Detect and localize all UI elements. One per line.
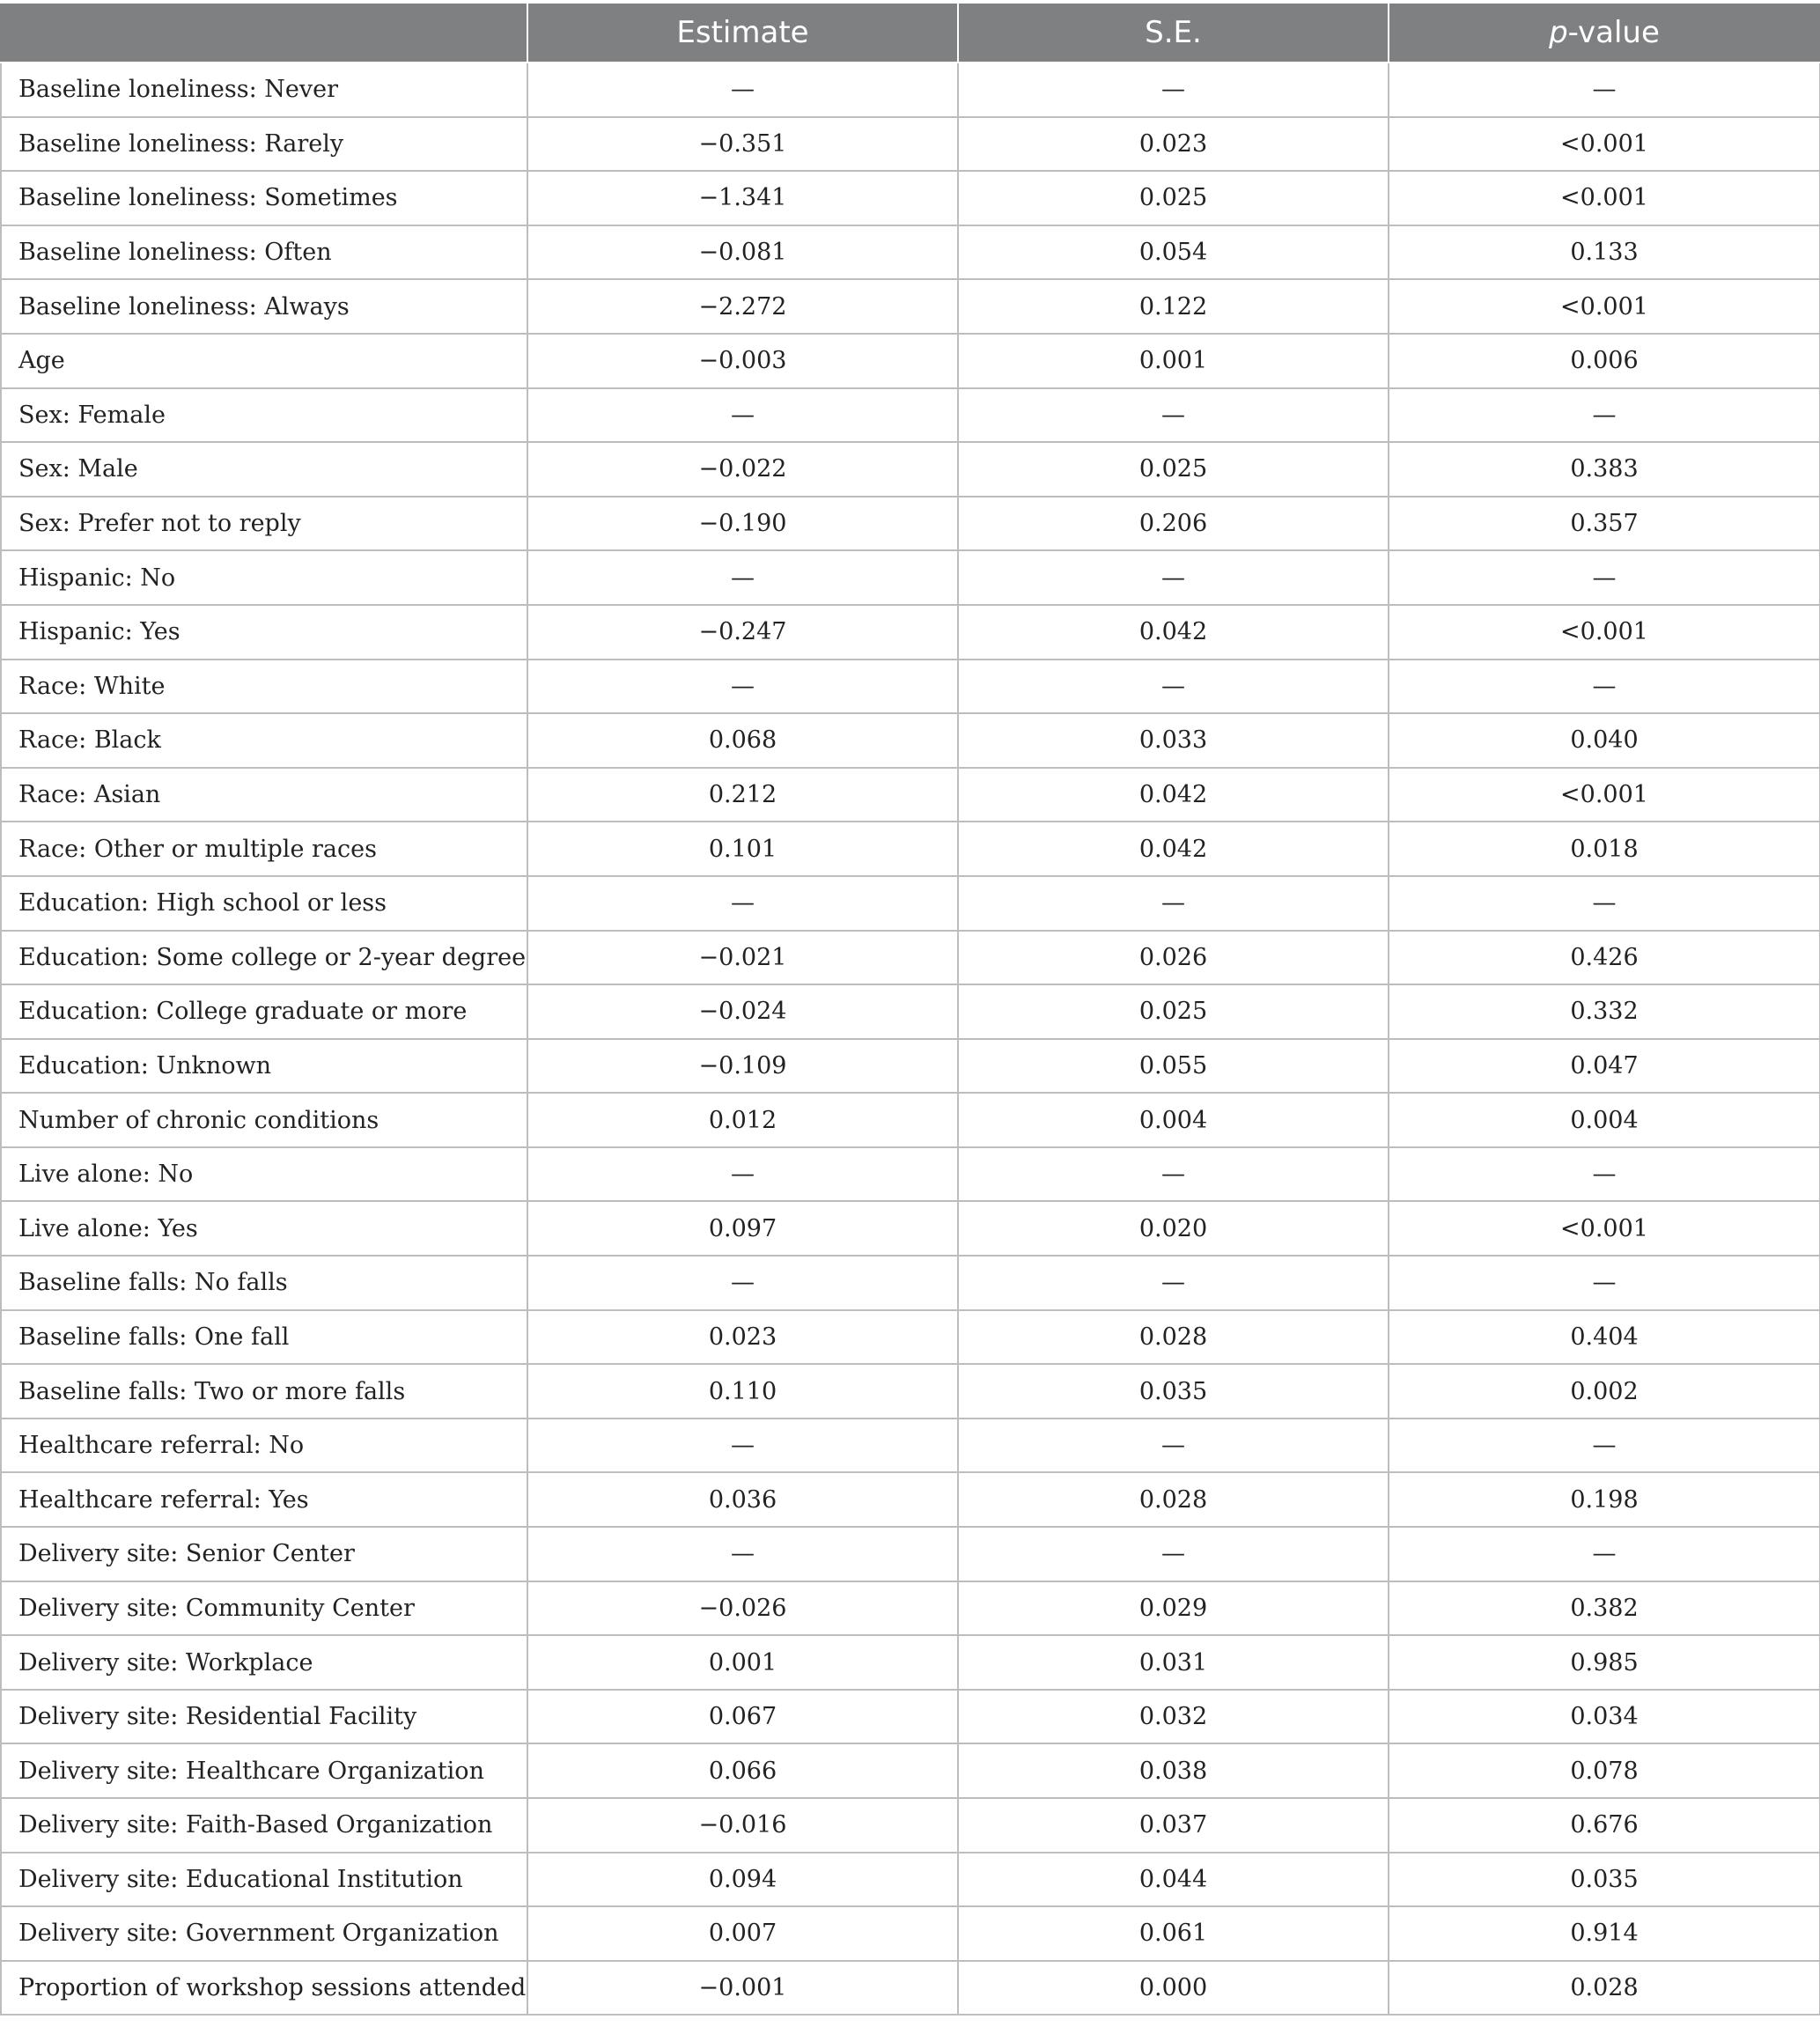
p-value-cell: 0.002 bbox=[1389, 1364, 1820, 1419]
p-value-cell: — bbox=[1389, 63, 1820, 117]
p-value-cell: <0.001 bbox=[1389, 768, 1820, 822]
se-cell: 0.025 bbox=[958, 984, 1389, 1039]
se-cell: 0.004 bbox=[958, 1093, 1389, 1147]
estimate-cell: −0.016 bbox=[527, 1798, 958, 1853]
p-value-cell: 0.040 bbox=[1389, 713, 1820, 768]
se-cell: 0.042 bbox=[958, 822, 1389, 876]
table-body bbox=[1, 63, 1820, 2015]
estimate-cell: — bbox=[527, 550, 958, 605]
se-cell: 0.054 bbox=[958, 225, 1389, 280]
p-value-cell: <0.001 bbox=[1389, 171, 1820, 225]
table-row bbox=[1, 1472, 1820, 1527]
row-label: Baseline loneliness: Sometimes bbox=[1, 171, 527, 225]
se-cell: — bbox=[958, 1256, 1389, 1310]
p-value-cell: <0.001 bbox=[1389, 1201, 1820, 1256]
p-value-cell: 0.004 bbox=[1389, 1093, 1820, 1147]
row-label: Age bbox=[1, 334, 527, 388]
row-label: Delivery site: Educational Institution bbox=[1, 1853, 527, 1907]
estimate-cell: 0.066 bbox=[527, 1743, 958, 1798]
table-row bbox=[1, 1798, 1820, 1853]
table-row bbox=[1, 822, 1820, 876]
row-label: Sex: Prefer not to reply bbox=[1, 497, 527, 551]
table-row bbox=[1, 1743, 1820, 1798]
table-row bbox=[1, 605, 1820, 660]
se-cell: 0.033 bbox=[958, 713, 1389, 768]
table-row bbox=[1, 876, 1820, 931]
table-row bbox=[1, 1364, 1820, 1419]
se-cell: — bbox=[958, 550, 1389, 605]
se-cell: 0.044 bbox=[958, 1853, 1389, 1907]
se-cell: 0.025 bbox=[958, 171, 1389, 225]
p-value-cell: 0.035 bbox=[1389, 1853, 1820, 1907]
row-label: Baseline falls: Two or more falls bbox=[1, 1364, 527, 1419]
p-value-cell: 0.357 bbox=[1389, 497, 1820, 551]
p-value-cell: <0.001 bbox=[1389, 117, 1820, 172]
table-row bbox=[1, 388, 1820, 443]
se-cell: 0.032 bbox=[958, 1690, 1389, 1744]
table-row bbox=[1, 1039, 1820, 1094]
se-cell: — bbox=[958, 1527, 1389, 1581]
p-value-cell: — bbox=[1389, 1256, 1820, 1310]
se-cell: — bbox=[958, 660, 1389, 714]
table-row bbox=[1, 1635, 1820, 1690]
estimate-cell: −0.021 bbox=[527, 931, 958, 985]
table-row bbox=[1, 768, 1820, 822]
table-row bbox=[1, 931, 1820, 985]
row-label: Baseline loneliness: Rarely bbox=[1, 117, 527, 172]
header-se: S.E. bbox=[958, 4, 1389, 63]
se-cell: 0.042 bbox=[958, 768, 1389, 822]
row-label: Education: Some college or 2-year degree bbox=[1, 931, 527, 985]
estimate-cell: — bbox=[527, 1527, 958, 1581]
estimate-cell: 0.110 bbox=[527, 1364, 958, 1419]
header-variable bbox=[1, 4, 527, 63]
estimate-cell: — bbox=[527, 1147, 958, 1202]
se-cell: 0.000 bbox=[958, 1961, 1389, 2016]
table-row bbox=[1, 1093, 1820, 1147]
row-label: Race: Other or multiple races bbox=[1, 822, 527, 876]
row-label: Education: High school or less bbox=[1, 876, 527, 931]
p-value-cell: 0.034 bbox=[1389, 1690, 1820, 1744]
table-row bbox=[1, 1419, 1820, 1473]
table-row bbox=[1, 442, 1820, 497]
p-value-cell: 0.198 bbox=[1389, 1472, 1820, 1527]
estimate-cell: −0.190 bbox=[527, 497, 958, 551]
se-cell: — bbox=[958, 876, 1389, 931]
row-label: Baseline loneliness: Often bbox=[1, 225, 527, 280]
p-value-cell: 0.332 bbox=[1389, 984, 1820, 1039]
se-cell: 0.023 bbox=[958, 117, 1389, 172]
estimate-cell: — bbox=[527, 876, 958, 931]
p-value-cell: 0.006 bbox=[1389, 334, 1820, 388]
table-row bbox=[1, 1147, 1820, 1202]
header-p-letter: p bbox=[1549, 15, 1568, 50]
row-label: Baseline loneliness: Always bbox=[1, 279, 527, 334]
p-value-cell: 0.914 bbox=[1389, 1906, 1820, 1961]
estimate-cell: −0.247 bbox=[527, 605, 958, 660]
estimate-cell: 0.067 bbox=[527, 1690, 958, 1744]
table-row bbox=[1, 63, 1820, 117]
estimate-cell: — bbox=[527, 63, 958, 117]
estimate-cell: 0.068 bbox=[527, 713, 958, 768]
se-cell: 0.122 bbox=[958, 279, 1389, 334]
p-value-cell: 0.047 bbox=[1389, 1039, 1820, 1094]
header-p-value bbox=[1389, 4, 1820, 63]
estimate-cell: 0.101 bbox=[527, 822, 958, 876]
header-estimate: Estimate bbox=[527, 4, 958, 63]
se-cell: 0.038 bbox=[958, 1743, 1389, 1798]
se-cell: — bbox=[958, 1419, 1389, 1473]
estimate-cell: 0.007 bbox=[527, 1906, 958, 1961]
estimate-cell: — bbox=[527, 1256, 958, 1310]
p-value-cell: — bbox=[1389, 1419, 1820, 1473]
row-label: Education: College graduate or more bbox=[1, 984, 527, 1039]
p-value-cell: 0.018 bbox=[1389, 822, 1820, 876]
row-label: Delivery site: Government Organization bbox=[1, 1906, 527, 1961]
row-label: Live alone: Yes bbox=[1, 1201, 527, 1256]
se-cell: 0.055 bbox=[958, 1039, 1389, 1094]
row-label: Live alone: No bbox=[1, 1147, 527, 1202]
p-value-cell: 0.028 bbox=[1389, 1961, 1820, 2016]
regression-results-table bbox=[0, 4, 1820, 2016]
row-label: Delivery site: Senior Center bbox=[1, 1527, 527, 1581]
se-cell: 0.026 bbox=[958, 931, 1389, 985]
row-label: Sex: Female bbox=[1, 388, 527, 443]
table-row bbox=[1, 984, 1820, 1039]
table-row bbox=[1, 1581, 1820, 1636]
estimate-cell: 0.212 bbox=[527, 768, 958, 822]
p-value-cell: <0.001 bbox=[1389, 605, 1820, 660]
p-value-cell: — bbox=[1389, 876, 1820, 931]
table-row bbox=[1, 117, 1820, 172]
se-cell: 0.025 bbox=[958, 442, 1389, 497]
row-label: Proportion of workshop sessions attended bbox=[1, 1961, 527, 2016]
se-cell: 0.028 bbox=[958, 1472, 1389, 1527]
estimate-cell: −1.341 bbox=[527, 171, 958, 225]
p-value-cell: — bbox=[1389, 1147, 1820, 1202]
row-label: Delivery site: Faith-Based Organization bbox=[1, 1798, 527, 1853]
table-row bbox=[1, 497, 1820, 551]
estimate-cell: −2.272 bbox=[527, 279, 958, 334]
table-row bbox=[1, 660, 1820, 714]
estimate-cell: −0.109 bbox=[527, 1039, 958, 1094]
p-value-cell: 0.404 bbox=[1389, 1310, 1820, 1365]
row-label: Healthcare referral: Yes bbox=[1, 1472, 527, 1527]
row-label: Race: Asian bbox=[1, 768, 527, 822]
se-cell: 0.020 bbox=[958, 1201, 1389, 1256]
p-value-cell: 0.078 bbox=[1389, 1743, 1820, 1798]
table-row bbox=[1, 1961, 1820, 2016]
estimate-cell: −0.026 bbox=[527, 1581, 958, 1636]
estimate-cell: 0.001 bbox=[527, 1635, 958, 1690]
table-row bbox=[1, 1527, 1820, 1581]
estimate-cell: — bbox=[527, 1419, 958, 1473]
header-row bbox=[1, 4, 1820, 63]
row-label: Delivery site: Community Center bbox=[1, 1581, 527, 1636]
estimate-cell: −0.001 bbox=[527, 1961, 958, 2016]
row-label: Delivery site: Workplace bbox=[1, 1635, 527, 1690]
estimate-cell: 0.023 bbox=[527, 1310, 958, 1365]
estimate-cell: −0.024 bbox=[527, 984, 958, 1039]
row-label: Sex: Male bbox=[1, 442, 527, 497]
row-label: Race: White bbox=[1, 660, 527, 714]
p-value-cell: 0.426 bbox=[1389, 931, 1820, 985]
se-cell: 0.061 bbox=[958, 1906, 1389, 1961]
table-row bbox=[1, 1906, 1820, 1961]
p-value-cell: — bbox=[1389, 660, 1820, 714]
p-value-cell: 0.383 bbox=[1389, 442, 1820, 497]
se-cell: 0.028 bbox=[958, 1310, 1389, 1365]
p-value-cell: — bbox=[1389, 550, 1820, 605]
estimate-cell: — bbox=[527, 660, 958, 714]
estimate-cell: −0.081 bbox=[527, 225, 958, 280]
table-row bbox=[1, 1853, 1820, 1907]
table-row bbox=[1, 225, 1820, 280]
se-cell: — bbox=[958, 63, 1389, 117]
estimate-cell: 0.094 bbox=[527, 1853, 958, 1907]
estimate-cell: — bbox=[527, 388, 958, 443]
p-value-cell: 0.676 bbox=[1389, 1798, 1820, 1853]
p-value-cell: 0.382 bbox=[1389, 1581, 1820, 1636]
table-row bbox=[1, 550, 1820, 605]
estimate-cell: −0.351 bbox=[527, 117, 958, 172]
se-cell: 0.031 bbox=[958, 1635, 1389, 1690]
results-table-container bbox=[0, 4, 1819, 2016]
row-label: Baseline falls: One fall bbox=[1, 1310, 527, 1365]
p-value-cell: <0.001 bbox=[1389, 279, 1820, 334]
row-label: Baseline loneliness: Never bbox=[1, 63, 527, 117]
header-p-suffix: -value bbox=[1567, 15, 1660, 50]
se-cell: 0.206 bbox=[958, 497, 1389, 551]
se-cell: 0.029 bbox=[958, 1581, 1389, 1636]
se-cell: 0.037 bbox=[958, 1798, 1389, 1853]
table-row bbox=[1, 713, 1820, 768]
table-row bbox=[1, 1690, 1820, 1744]
p-value-cell: 0.985 bbox=[1389, 1635, 1820, 1690]
estimate-cell: 0.036 bbox=[527, 1472, 958, 1527]
se-cell: 0.035 bbox=[958, 1364, 1389, 1419]
estimate-cell: −0.022 bbox=[527, 442, 958, 497]
p-value-cell: 0.133 bbox=[1389, 225, 1820, 280]
row-label: Delivery site: Healthcare Organization bbox=[1, 1743, 527, 1798]
row-label: Baseline falls: No falls bbox=[1, 1256, 527, 1310]
p-value-cell: — bbox=[1389, 1527, 1820, 1581]
se-cell: — bbox=[958, 1147, 1389, 1202]
table-row bbox=[1, 334, 1820, 388]
se-cell: 0.001 bbox=[958, 334, 1389, 388]
row-label: Education: Unknown bbox=[1, 1039, 527, 1094]
table-header bbox=[1, 4, 1820, 63]
table-row bbox=[1, 1310, 1820, 1365]
p-value-cell: — bbox=[1389, 388, 1820, 443]
se-cell: 0.042 bbox=[958, 605, 1389, 660]
row-label: Hispanic: Yes bbox=[1, 605, 527, 660]
table-row bbox=[1, 1256, 1820, 1310]
table-row bbox=[1, 279, 1820, 334]
row-label: Race: Black bbox=[1, 713, 527, 768]
table-row bbox=[1, 171, 1820, 225]
table-row bbox=[1, 1201, 1820, 1256]
estimate-cell: 0.097 bbox=[527, 1201, 958, 1256]
estimate-cell: −0.003 bbox=[527, 334, 958, 388]
se-cell: — bbox=[958, 388, 1389, 443]
row-label: Number of chronic conditions bbox=[1, 1093, 527, 1147]
row-label: Delivery site: Residential Facility bbox=[1, 1690, 527, 1744]
estimate-cell: 0.012 bbox=[527, 1093, 958, 1147]
row-label: Hispanic: No bbox=[1, 550, 527, 605]
row-label: Healthcare referral: No bbox=[1, 1419, 527, 1473]
